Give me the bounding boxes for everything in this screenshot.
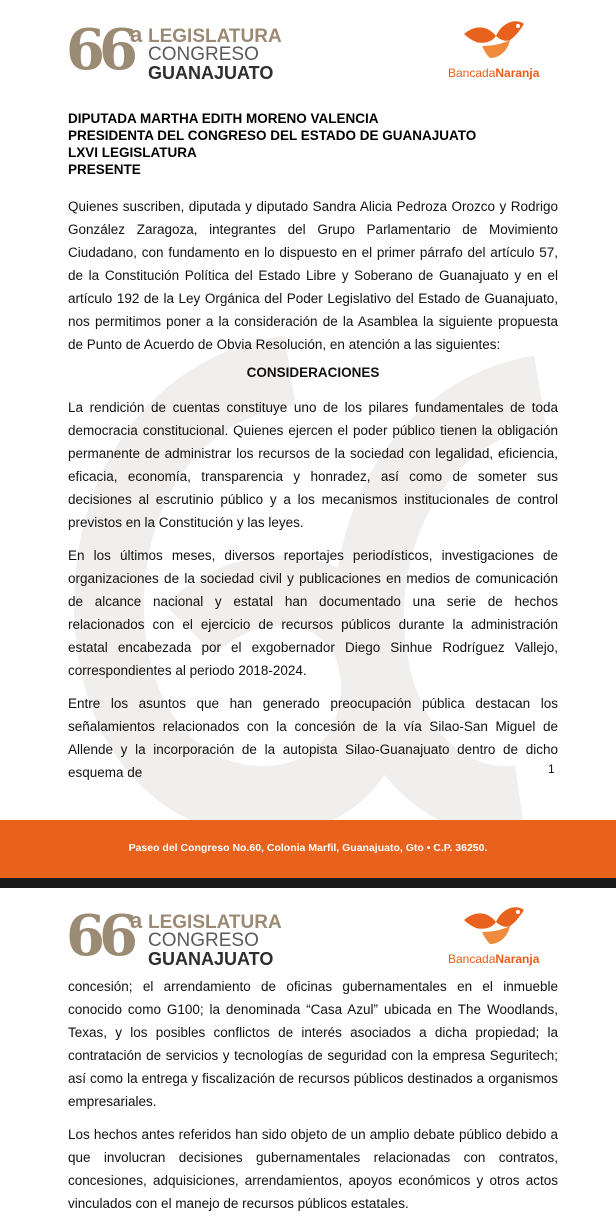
consideration-paragraph: Entre los asuntos que han generado preocupación pública destacan los señalamientos relacionados con la concesión de la vía Silao-San Miguel de Allende y la incorporación de la autopista Silao-Guanajuato dentro de dicho esquema de [68,696,558,780]
eagle-icon [462,902,528,948]
logo-guanajuato-text: GUANAJUATO [148,63,274,83]
intro-paragraph: Quienes suscriben, diputada y diputado Sandra Alicia Pedroza Orozco y Rodrigo González Zaragoza, integrantes del Grupo Parlamentario de Movimiento Ciudadano, con fundamento en lo dispuesto en el primer párrafo del artículo 57, de la Constitución Política del Estado Libre y Soberano de Guanajuato y en el artículo 192 de la Ley Orgánica del Poder Legislativo del Estado de Guanajuato, nos permitimos poner a la consideración de la Asamblea la siguiente propuesta de Punto de Acuerdo de Obvia Resolución, en atención a las siguientes: [68,199,558,352]
naranja-word: Naranja [495,952,540,966]
logo-legislatura-text: LEGISLATURA [148,912,282,933]
addressee-legislature: LXVI LEGISLATURA [68,145,197,160]
legislatura-logo [66,903,282,969]
page2-body [68,975,558,1225]
logo-guanajuato-text: GUANAJUATO [148,949,274,969]
addressee-block [68,110,476,178]
logo-number: 66 [66,17,132,83]
logo-legislatura-text: LEGISLATURA [148,26,282,47]
logo-number: 66 [66,903,132,969]
consideration-paragraph: En los últimos meses, diversos reportajes periodísticos, investigaciones de organizaciones de la sociedad civil y publicaciones en medios de comunicación de alcance nacional y estatal han documentado una serie de hechos relacionados con el ejercicio de recursos públicos durante la administración estatal encabezada por el exgobernador Diego Sinhue Rodríguez Vallejo, correspondientes al periodo 2018-2024. [68,548,558,678]
logo-congreso-text: CONGRESO [148,44,259,65]
logo-ordinal: a [130,22,143,47]
footer-address: Paseo del Congreso No.60, Colonia Marfil, Guanajuato, Gto • C.P. 36250. [128,842,488,854]
bancada-naranja-logo [448,902,558,968]
page2-paragraph: Los hechos antes referidos han sido objeto de un amplio debate público debido a que involucran decisiones gubernamentales relacionadas con contratos, concesiones, adquisiciones, arrendamientos, apoyos económicos y otros actos vinculados con el manejo de recursos públicos estatales. [68,1127,558,1211]
consideration-paragraph: La rendición de cuentas constituye uno de los pilares fundamentales de toda democracia constitucional. Quienes ejercen el poder público tienen la obligación permanente de administrar los recursos de la sociedad con legalidad, eficiencia, eficacia, economía, transparencia y honradez, así como de someter sus decisiones al escrutinio público y a los mecanismos institucionales de control previstos en la Constitución y las leyes. [68,400,558,530]
page-number: 1 [548,762,555,776]
page2-paragraph: concesión; el arrendamiento de oficinas gubernamentales en el inmueble conocido como G100; la denominada “Casa Azul” ubicada en The Woodlands, Texas, y los posibles conflictos de interés asociados a dicha propiedad; la contratación de servicios y tecnologías de seguridad con la empresa Seguritech; así como la entrega y fiscalización de recursos públicos destinados a organismos empresariales. [68,979,558,1109]
legislatura-logo [66,17,282,83]
addressee-presente: PRESENTE [68,162,141,177]
page-separator [0,878,616,888]
section-heading: CONSIDERACIONES [246,365,380,380]
eagle-icon [462,16,528,62]
bancada-naranja-logo [448,16,558,82]
logo-congreso-text: CONGRESO [148,930,259,951]
addressee-name: DIPUTADA MARTHA EDITH MORENO VALENCIA [68,111,379,126]
bancada-naranja-text [448,952,539,966]
addressee-title: PRESIDENTA DEL CONGRESO DEL ESTADO DE GUANAJUATO [68,128,477,143]
naranja-word: Naranja [495,66,540,80]
considerations-section [68,396,558,794]
bancada-naranja-text [448,66,539,80]
bancada-word: Bancada [448,66,496,80]
bancada-word: Bancada [448,952,496,966]
logo-ordinal: a [130,908,143,933]
intro-section [68,195,558,366]
